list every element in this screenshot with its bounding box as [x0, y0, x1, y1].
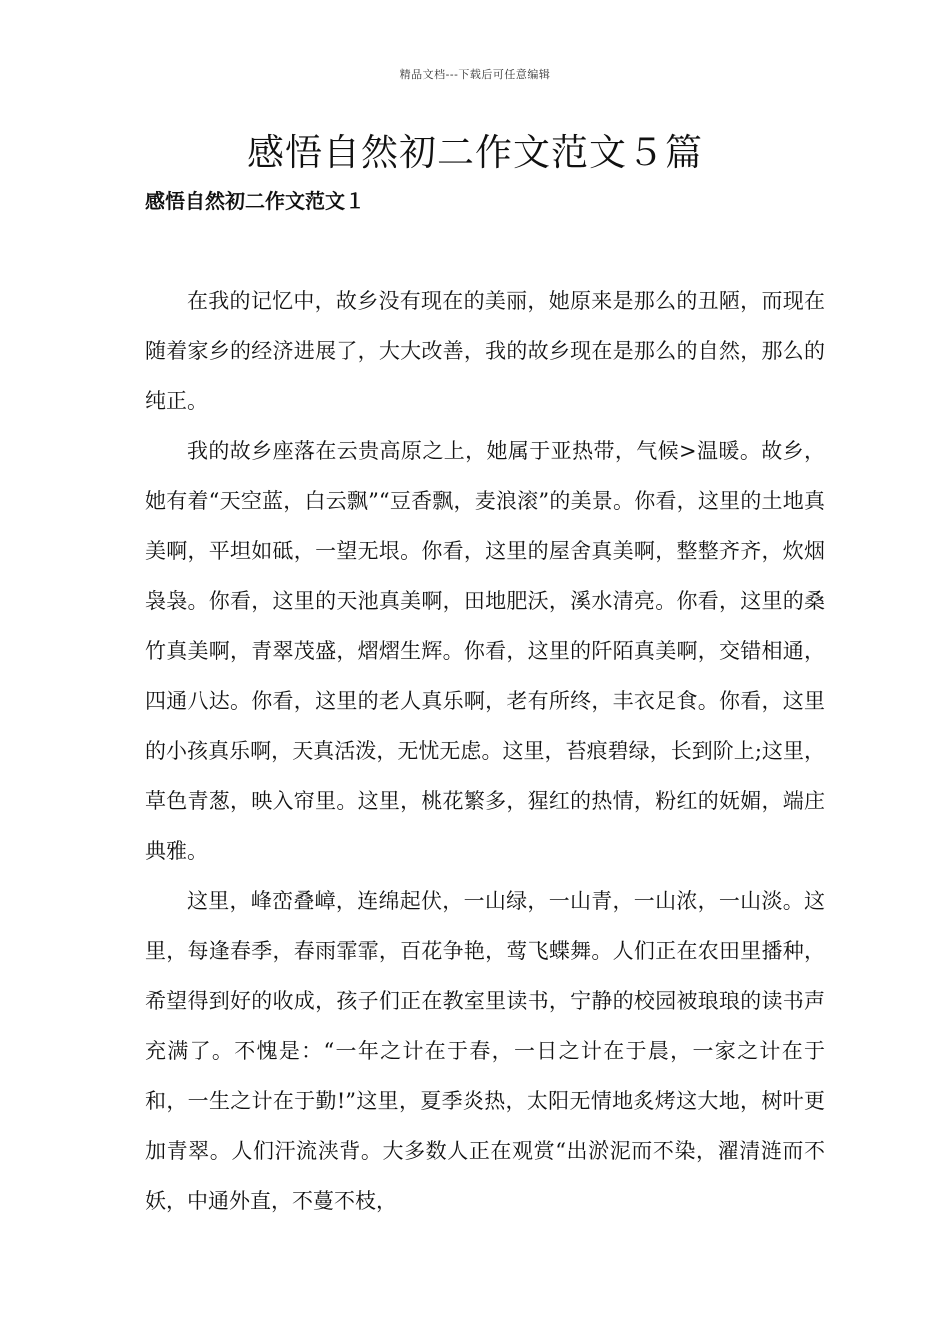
document-title: 感悟自然初二作文范文５篇	[247, 131, 703, 174]
paragraph: 我的故乡座落在云贵高原之上，她属于亚热带，气候>温暖。故乡，她有着“天空蓝，白云飘”“豆香飘，麦浪滚”的美景。你看，这里的土地真美啊，平坦如砥，一望无垠。你看，这里的屋舍真美啊，整整齐齐，炊烟袅袅。你看，这里的天池真美啊，田地肥沃，溪水清亮。你看，这里的桑竹真美啊，青翠茂盛，熠熠生辉。你看，这里的阡陌真美啊，交错相通，四通八达。你看，这里的老人真乐啊，老有所终，丰衣足食。你看，这里的小孩真乐啊，天真活泼，无忧无虑。这里，苔痕碧绿，长到阶上;这里，草色青葱，映入帘里。这里，桃花繁多，猩红的热情，粉红的妩媚，端庄典雅。	[145, 439, 825, 863]
document-body	[145, 276, 825, 1226]
page-header: 精品文档---下载后可任意编辑	[399, 68, 551, 81]
paragraph: 在我的记忆中，故乡没有现在的美丽，她原来是那么的丑陋，而现在随着家乡的经济进展了，大大改善，我的故乡现在是那么的自然，那么的纯正。	[145, 289, 825, 413]
section-title: 感悟自然初二作文范文１	[145, 189, 365, 213]
paragraph: 这里，峰峦叠嶂，连绵起伏，一山绿，一山青，一山浓，一山淡。这里，每逢春季，春雨霏霏，百花争艳，莺飞蝶舞。人们正在农田里播种，希望得到好的收成，孩子们正在教室里读书，宁静的校园被琅琅的读书声充满了。不愧是：“一年之计在于春，一日之计在于晨，一家之计在于和，一生之计在于勤!”这里，夏季炎热，太阳无情地炙烤这大地，树叶更加青翠。人们汗流浃背。大多数人正在观赏“出淤泥而不染，濯清涟而不妖，中通外直，不蔓不枝，	[145, 889, 825, 1213]
